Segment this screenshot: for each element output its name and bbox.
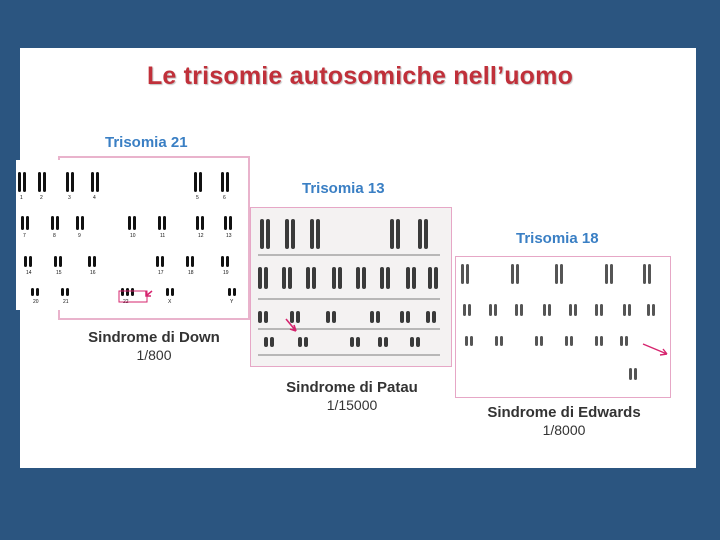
panel-heading-trisomy-13: Trisomia 13 [302,180,385,197]
chromosome [380,267,384,289]
chromosome [282,267,286,289]
chromosome [332,267,336,289]
chromosome [520,304,523,316]
chromosome [570,336,573,346]
chromosome [516,264,519,284]
chromosome [133,216,136,230]
chromosome [156,256,159,267]
slide-title: Le trisomie autosomiche nell’uomo [146,62,574,90]
chromosome [158,216,161,230]
chromosome [31,288,34,296]
chromosome [629,368,632,380]
chromosome-label: 12 [198,233,204,239]
chromosome [266,219,270,249]
chromosome [121,288,124,296]
chromosome [51,216,54,230]
chromosome-label: 17 [158,270,164,276]
chromosome [338,267,342,289]
syndrome-name-down: Sindrome di Down [88,329,220,346]
chromosome [228,288,231,296]
chromosome [66,172,69,192]
frequency-patau: 1/15000 [326,397,378,413]
chromosome [264,337,268,347]
chromosome-label: 8 [53,233,56,239]
chromosome [199,172,202,192]
chromosome [565,336,568,346]
chromosome [163,216,166,230]
chromosome [61,288,64,296]
chromosome [515,304,518,316]
chromosome [418,219,422,249]
chromosome-label: 5 [196,195,199,201]
chromosome [540,336,543,346]
chromosome-label: X [168,299,172,305]
chromosome [18,172,21,192]
chromosome-label: 1 [20,195,23,201]
chromosome [652,304,655,316]
chromosome [38,172,41,192]
chromosome [356,337,360,347]
chromosome [128,216,131,230]
chromosome [495,336,498,346]
chromosome [290,311,294,323]
chromosome [226,256,229,267]
chromosome [600,336,603,346]
chromosome [595,336,598,346]
chromosome [376,311,380,323]
chromosome [463,304,466,316]
chromosome [91,172,94,192]
chromosome [434,267,438,289]
chromosome [432,311,436,323]
chromosome [628,304,631,316]
chromosome [56,216,59,230]
chromosome [605,264,608,284]
chromosome-label: 11 [160,233,166,239]
panel-heading-trisomy-21: Trisomia 21 [105,134,188,151]
syndrome-name-edwards: Sindrome di Edwards [487,404,641,421]
chromosome [36,288,39,296]
chromosome-label: 20 [33,299,39,305]
chromosome [161,256,164,267]
chromosome [412,267,416,289]
chromosome [166,288,169,296]
chromosome [24,256,27,267]
chromosome [224,216,227,230]
chromosome-label: 19 [223,270,229,276]
syndrome-name-patau: Sindrome di Patau [286,379,418,396]
chromosome [489,304,492,316]
chromosome [350,337,354,347]
chromosome [625,336,628,346]
chromosome-label: 10 [130,233,136,239]
chromosome [623,304,626,316]
chromosome [461,264,464,284]
chromosome [548,304,551,316]
chromosome [416,337,420,347]
chromosome [288,267,292,289]
chromosome [291,219,295,249]
chromosome [406,311,410,323]
caption-down [74,329,234,363]
chromosome [543,304,546,316]
chromosome [511,264,514,284]
chromosome [221,172,224,192]
chromosome [535,336,538,346]
chromosome-label: 6 [223,195,226,201]
panel-heading-trisomy-18: Trisomia 18 [516,230,599,247]
chromosome [500,336,503,346]
chromosome [96,172,99,192]
chromosome [428,267,432,289]
chromosome [264,311,268,323]
chromosome [81,216,84,230]
chromosome [396,219,400,249]
frequency-down: 1/800 [136,347,172,363]
chromosome-label: 3 [68,195,71,201]
chromosome [595,304,598,316]
chromosome [270,337,274,347]
chromosome [66,288,69,296]
chromosome [186,256,189,267]
frequency-edwards: 1/8000 [542,422,586,438]
chromosome [400,311,404,323]
chromosome [648,264,651,284]
chromosome-label: 18 [188,270,194,276]
chromosome-label: 22 [123,299,129,305]
chromosome [406,267,410,289]
chromosome-label: Y [230,299,234,305]
chromosome [126,288,129,296]
chromosome [386,267,390,289]
chromosome [468,304,471,316]
chromosome [647,304,650,316]
chromosome [610,264,613,284]
chromosome [26,216,29,230]
chromosome-label: 2 [40,195,43,201]
chromosome [221,256,224,267]
chromosome [306,267,310,289]
chromosome [88,256,91,267]
chromosome [191,256,194,267]
chromosome [378,337,382,347]
chromosome [574,304,577,316]
chromosome [494,304,497,316]
chromosome [43,172,46,192]
chromosome [29,256,32,267]
chromosome [620,336,623,346]
chromosome [76,216,79,230]
chromosome [310,219,314,249]
chromosome [465,336,468,346]
chromosome [555,264,558,284]
chromosome [258,311,262,323]
chromosome [410,337,414,347]
chromosome-label: 14 [26,270,32,276]
chromosome [59,256,62,267]
karyotype-21-image [16,160,248,310]
chromosome-label: 15 [56,270,62,276]
chromosome [560,264,563,284]
chromosome-label: 7 [23,233,26,239]
chromosome [131,288,134,296]
chromosome [21,216,24,230]
chromosome [470,336,473,346]
chromosome [326,311,330,323]
chromosome [196,216,199,230]
chromosome [424,219,428,249]
chromosome [332,311,336,323]
chromosome [304,337,308,347]
chromosome-label: 4 [93,195,96,201]
chromosome [390,219,394,249]
chromosome [356,267,360,289]
chromosome-label: 16 [90,270,96,276]
chromosome-label: 13 [226,233,232,239]
chromosome [23,172,26,192]
chromosome [226,172,229,192]
chromosome [316,219,320,249]
chromosome [54,256,57,267]
chromosome [260,219,264,249]
chromosome [600,304,603,316]
chromosome [194,172,197,192]
chromosome [312,267,316,289]
chromosome [171,288,174,296]
chromosome [233,288,236,296]
chromosome-label: 21 [63,299,69,305]
chromosome [426,311,430,323]
chromosome [93,256,96,267]
caption-patau [266,379,438,413]
chromosome [285,219,289,249]
chromosome [634,368,637,380]
chromosome [643,264,646,284]
chromosome [258,267,262,289]
chromosome [370,311,374,323]
chromosome [362,267,366,289]
chromosome [296,311,300,323]
chromosome [298,337,302,347]
chromosome [201,216,204,230]
chromosome [71,172,74,192]
chromosome [569,304,572,316]
karyotype-18-image [455,256,671,398]
karyotype-13-image [250,207,452,367]
chromosome [466,264,469,284]
chromosome-label: 9 [78,233,81,239]
caption-edwards [474,404,654,438]
chromosome [229,216,232,230]
chromosome [384,337,388,347]
chromosome [264,267,268,289]
